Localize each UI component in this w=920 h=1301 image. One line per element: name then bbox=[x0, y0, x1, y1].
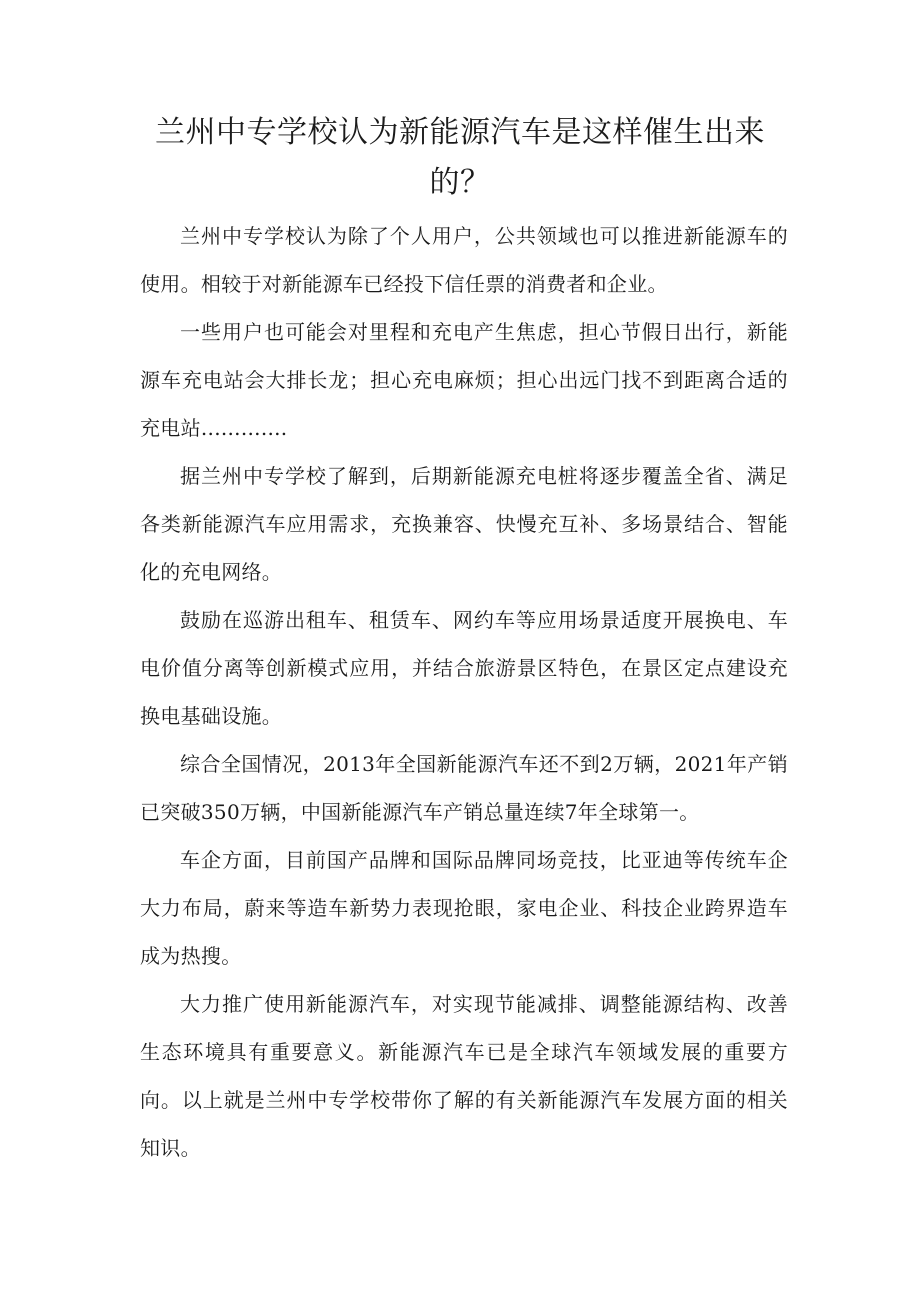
paragraph-3: 据兰州中专学校了解到，后期新能源充电桩将逐步覆盖全省、满足各类新能源汽车应用需求，充换兼容、快慢充互补、多场景结合、智能化的充电网络。 bbox=[140, 464, 788, 584]
paragraph-1: 兰州中专学校认为除了个人用户，公共领域也可以推进新能源车的使用。相较于对新能源车已经投下信任票的消费者和企业。 bbox=[140, 224, 788, 296]
paragraph-5: 综合全国情况，2013年全国新能源汽车还不到2万辆，2021年产销已突破350万辆，中国新能源汽车产销总量连续7年全球第一。 bbox=[140, 752, 788, 824]
document-title: 兰州中专学校认为新能源汽车是这样催生出来的？ bbox=[155, 115, 765, 200]
paragraph-7: 大力推广使用新能源汽车，对实现节能减排、调整能源结构、改善生态环境具有重要意义。新能源汽车已是全球汽车领域发展的重要方向。以上就是兰州中专学校带你了解的有关新能源汽车发展方面的相关知识。 bbox=[140, 992, 788, 1160]
document-body bbox=[140, 212, 788, 1172]
paragraph-6: 车企方面，目前国产品牌和国际品牌同场竞技，比亚迪等传统车企大力布局，蔚来等造车新势力表现抢眼，家电企业、科技企业跨界造车成为热搜。 bbox=[140, 848, 788, 968]
paragraph-4: 鼓励在巡游出租车、租赁车、网约车等应用场景适度开展换电、车电价值分离等创新模式应用，并结合旅游景区特色，在景区定点建设充换电基础设施。 bbox=[140, 608, 788, 728]
paragraph-2: 一些用户也可能会对里程和充电产生焦虑，担心节假日出行，新能源车充电站会大排长龙；担心充电麻烦；担心出远门找不到距离合适的充电站............. bbox=[140, 320, 788, 440]
